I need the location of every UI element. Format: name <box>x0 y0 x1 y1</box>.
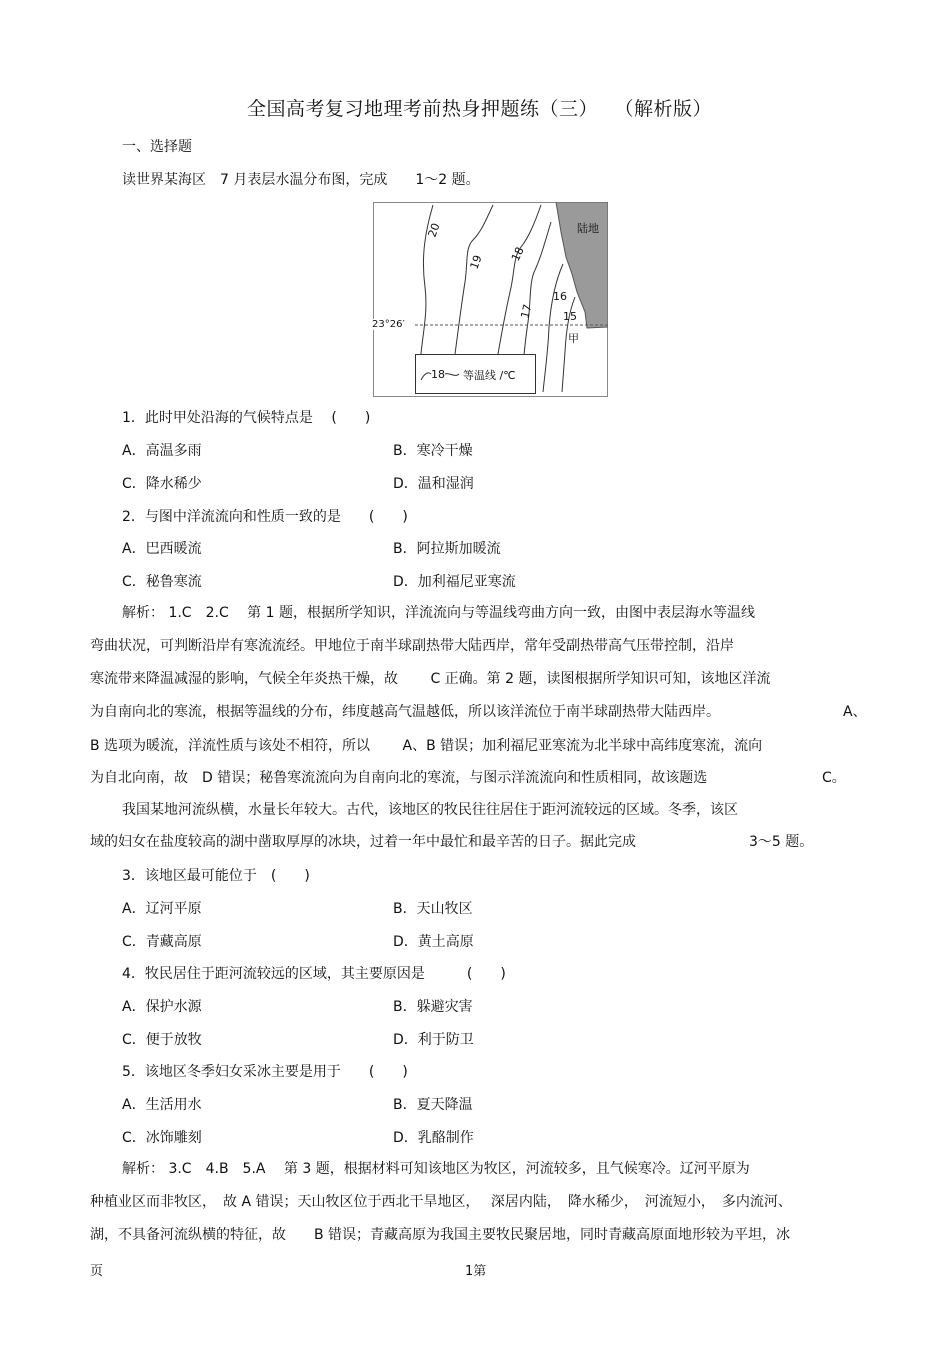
analysis2-line2: 种植业区而非牧区， 故 A 错误；天山牧区位于西北干旱地区， 深居内陆， 降水稀少， 河流短小， 多内流河、 <box>90 1194 792 1210</box>
q1-option-c: C．降水稀少 <box>122 476 202 492</box>
analysis1-line4-end: A、 <box>843 704 867 720</box>
analysis1-line3: 寒流带来降温减湿的影响，气候全年炎热干燥，故 C 正确。第 2 题，读图根据所学知识可知，该地区洋流 <box>90 671 771 687</box>
legend-text: 等温线 /℃ <box>463 369 516 382</box>
isotherm-label-20: 20 <box>425 221 443 240</box>
q3-option-a: A．辽河平原 <box>122 901 202 917</box>
q5-option-c: C．冰饰雕刻 <box>122 1130 202 1146</box>
title-main: 全国高考复习地理考前热身押题练（三） <box>247 98 599 120</box>
page-number: 1第 <box>465 1264 487 1279</box>
analysis2-line1: 解析： 3.C 4.B 5.A 第 3 题，根据材料可知该地区为牧区，河流较多，且气候寒冷。辽河平原为 <box>122 1161 750 1177</box>
q5-option-d: D．乳酪制作 <box>393 1130 474 1146</box>
intro-text-1: 读世界某海区 7 月表层水温分布图，完成 1～2 题。 <box>122 172 480 188</box>
land-label: 陆地 <box>577 222 599 235</box>
q5-stem: 5．该地区冬季妇女采冰主要是用于 ( ) <box>122 1064 408 1080</box>
isotherm-label-19: 19 <box>467 253 485 272</box>
analysis2-line3: 湖，不具备河流纵横的特征，故 B 错误；青藏高原为我国主要牧民聚居地，同时青藏高原面地形较为平坦，冰 <box>90 1227 791 1243</box>
intro2-line2-end: 3～5 题。 <box>749 834 814 850</box>
q2-option-a: A．巴西暖流 <box>122 541 202 557</box>
q4-option-c: C．便于放牧 <box>122 1032 202 1048</box>
section-heading: 一、选择题 <box>122 139 192 155</box>
point-jia-label: 甲 <box>568 332 579 345</box>
analysis1-line1: 解析： 1.C 2.C 第 1 题，根据所学知识，洋流流向与等温线弯曲方向一致，由图中表层海水等温线 <box>122 605 755 621</box>
legend-value: 18 <box>431 368 445 381</box>
q2-option-c: C．秘鲁寒流 <box>122 574 202 590</box>
analysis1-line6: 为自北向南，故 D 错误；秘鲁寒流流向为自南向北的寒流，与图示洋流流向和性质相同，故该题选 <box>90 770 708 786</box>
q4-option-a: A．保护水源 <box>122 999 202 1015</box>
page-title <box>247 96 712 122</box>
q2-stem: 2．与图中洋流流向和性质一致的是 ( ) <box>122 509 408 525</box>
q1-option-b: B．寒冷干燥 <box>393 443 473 459</box>
isotherm-label-16: 16 <box>553 290 567 303</box>
footer-left: 页 <box>90 1264 104 1279</box>
q3-option-c: C．青藏高原 <box>122 934 202 950</box>
analysis1-line2: 弯曲状况，可判断沿岸有寒流流经。甲地位于南半球副热带大陆西岸，常年受副热带高气压带控制，沿岸 <box>90 638 734 654</box>
q5-option-b: B．夏天降温 <box>393 1097 473 1113</box>
latitude-label: 23°26′ <box>372 319 405 330</box>
q1-option-a: A．高温多雨 <box>122 443 202 459</box>
q4-option-b: B．躲避灾害 <box>393 999 473 1015</box>
q1-option-d: D．温和湿润 <box>393 476 474 492</box>
isotherm-label-17: 17 <box>518 302 535 320</box>
intro2-line1: 我国某地河流纵横，水量长年较大。古代，该地区的牧民往往居住于距河流较远的区域。冬季，该区 <box>122 802 738 818</box>
q3-option-d: D．黄土高原 <box>393 934 474 950</box>
title-suffix: （解析版） <box>624 98 713 120</box>
isotherm-label-18: 18 <box>508 245 527 264</box>
intro2-line2: 域的妇女在盐度较高的湖中凿取厚厚的冰块，过着一年中最忙和最辛苦的日子。据此完成 <box>90 834 636 850</box>
sea-temperature-map <box>373 202 608 397</box>
q2-option-d: D．加利福尼亚寒流 <box>393 574 516 590</box>
analysis1-line6-end: C。 <box>822 770 846 786</box>
q5-option-a: A．生活用水 <box>122 1097 202 1113</box>
q4-stem: 4．牧民居住于距河流较远的区域，其主要原因是 ( ) <box>122 966 506 982</box>
analysis1-line5: B 选项为暖流，洋流性质与该处不相符，所以 A、B 错误；加利福尼亚寒流为北半球中高纬度寒流，流向 <box>90 738 763 754</box>
q2-option-b: B．阿拉斯加暖流 <box>393 541 501 557</box>
analysis1-line4: 为自南向北的寒流，根据等温线的分布，纬度越高气温越低，所以该洋流位于南半球副热带大陆西岸。 <box>90 704 720 720</box>
q4-option-d: D．利于防卫 <box>393 1032 474 1048</box>
q1-stem: 1．此时甲处沿海的气候特点是 ( ) <box>122 410 371 426</box>
q3-option-b: B．天山牧区 <box>393 901 473 917</box>
isotherm-label-15: 15 <box>563 310 577 323</box>
q3-stem: 3．该地区最可能位于 ( ) <box>122 868 310 884</box>
